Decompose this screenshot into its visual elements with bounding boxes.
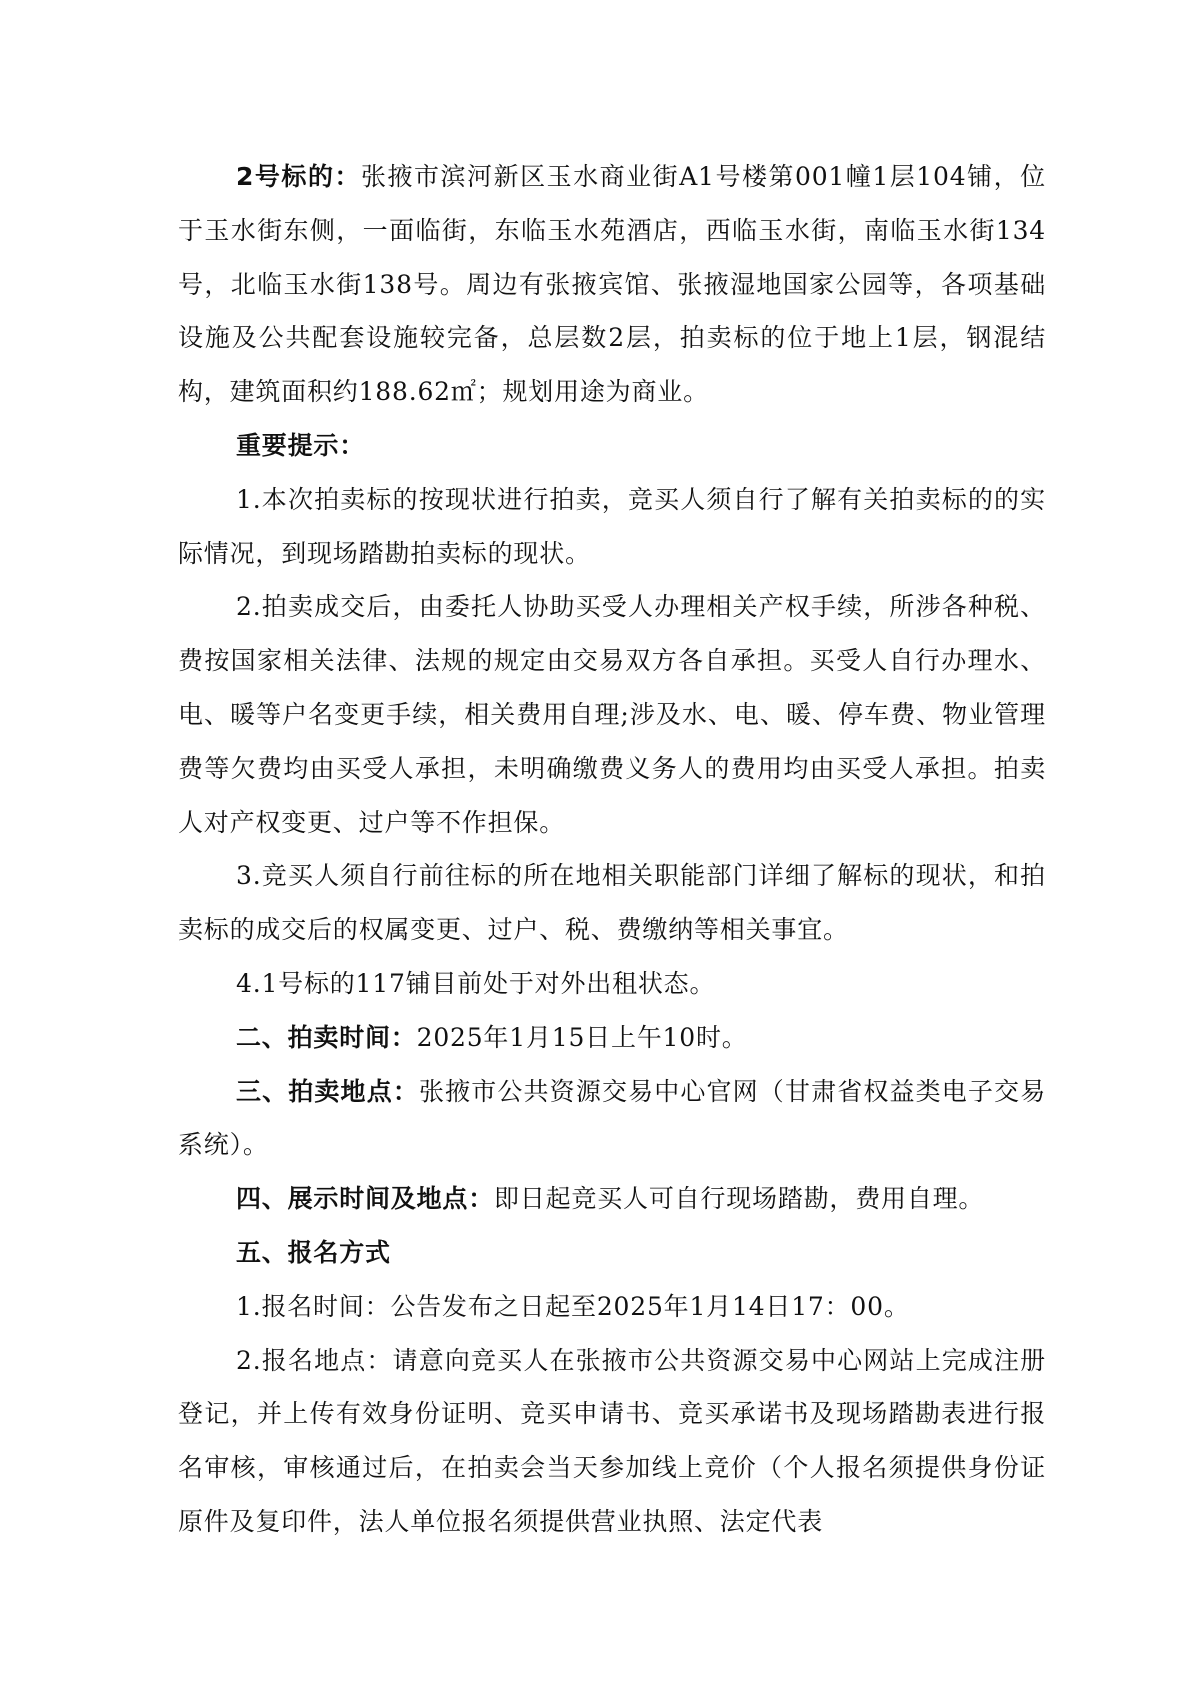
paragraph-text: 即日起竞买人可自行现场踏勘，费用自理。 bbox=[494, 1184, 985, 1214]
paragraph-lead: 2号标的： bbox=[236, 162, 361, 191]
notice-item-3 bbox=[178, 849, 1046, 957]
section-registration-heading bbox=[178, 1226, 1046, 1280]
paragraph-lead: 二、拍卖时间： bbox=[236, 1022, 417, 1052]
paragraph-text: 2.拍卖成交后，由委托人协助买受人办理相关产权手续，所涉各种税、费按国家相关法律、法规的规定由交易双方各自承担。买受人自行办理水、电、暖等户名变更手续，相关费用自理;涉及水、电、暖、停车费、物业管理费等欠费均由买受人承担，未明确缴费义务人的费用均由买受人承担。拍卖人对产权变更、过户等不作担保。 bbox=[178, 592, 1046, 837]
paragraph-lead: 重要提示： bbox=[236, 430, 366, 460]
section-auction-location bbox=[178, 1065, 1046, 1173]
paragraph-text: 3.竞买人须自行前往标的所在地相关职能部门详细了解标的现状，和拍卖标的成交后的权属变更、过户、税、费缴纳等相关事宜。 bbox=[178, 861, 1046, 945]
paragraph-lead: 五、报名方式 bbox=[236, 1237, 391, 1267]
paragraph-lead: 三、拍卖地点： bbox=[236, 1076, 419, 1106]
notice-item-1 bbox=[178, 473, 1046, 581]
paragraph-text: 2025年1月15日上午10时。 bbox=[416, 1022, 748, 1052]
paragraph-text: 1.本次拍卖标的按现状进行拍卖，竞买人须自行了解有关拍卖标的的实际情况，到现场踏勘拍卖标的现状。 bbox=[178, 484, 1046, 568]
notice-item-2 bbox=[178, 580, 1046, 849]
paragraph-lot2-description bbox=[178, 150, 1046, 419]
paragraph-text: 张掖市滨河新区玉水商业街A1号楼第001幢1层104铺，位于玉水街东侧，一面临街，东临玉水苑酒店，西临玉水街，南临玉水街134号，北临玉水街138号。周边有张掖宾馆、张掖湿地国家公园等，各项基础设施及公共配套设施较完备，总层数2层，拍卖标的位于地上1层，钢混结构，建筑面积约188.62㎡；规划用途为商业。 bbox=[178, 162, 1046, 407]
paragraph-text: 4.1号标的117铺目前处于对外出租状态。 bbox=[236, 968, 716, 998]
paragraph-lead: 四、展示时间及地点： bbox=[236, 1184, 495, 1214]
heading-important-notice bbox=[178, 419, 1046, 473]
section-exhibition bbox=[178, 1172, 1046, 1226]
registration-location bbox=[178, 1334, 1046, 1549]
paragraph-text: 2.报名地点：请意向竞买人在张掖市公共资源交易中心网站上完成注册登记，并上传有效身份证明、竞买申请书、竞买承诺书及现场踏勘表进行报名审核，审核通过后，在拍卖会当天参加线上竞价（个人报名须提供身份证原件及复印件，法人单位报名须提供营业执照、法定代表 bbox=[178, 1345, 1046, 1536]
registration-time bbox=[178, 1280, 1046, 1334]
notice-item-4 bbox=[178, 957, 1046, 1011]
section-auction-time bbox=[178, 1011, 1046, 1065]
document-page bbox=[178, 150, 1046, 1549]
paragraph-text: 张掖市公共资源交易中心官网（甘肃省权益类电子交易系统）。 bbox=[178, 1076, 1046, 1160]
paragraph-text: 1.报名时间：公告发布之日起至2025年1月14日17：00。 bbox=[236, 1291, 910, 1321]
